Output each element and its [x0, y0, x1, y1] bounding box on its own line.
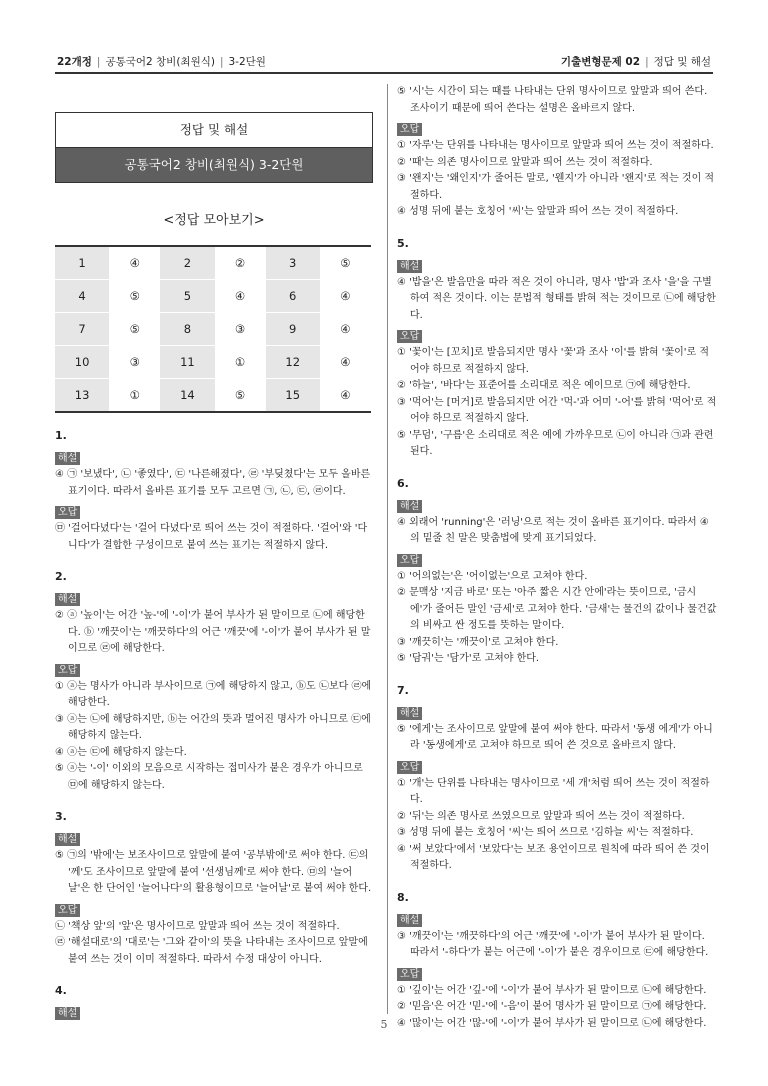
- explanation-line: ④ '써 보았다'에서 '보았다'는 보조 용언이므로 원칙에 따라 띄어 쓴 것이 적절하다.: [397, 843, 710, 871]
- answer-row: [55, 313, 371, 346]
- explanation-line: ① '꽃이'는 [꼬치]로 발음되지만 명사 '꽃'과 조사 '이'를 밝혀 '꽃이'로 적어야 하므로 적절하지 않다.: [397, 347, 710, 375]
- explanation-line: ④ 외래어 'running'은 '러닝'으로 적는 것이 올바른 표기이다. 따라서 ④의 밑줄 친 말은 맞춤법에 맞게 표기되었다.: [397, 516, 709, 544]
- header-textbook: 공통국어2 창비(최원식): [105, 56, 215, 68]
- answer-number: 3: [266, 246, 320, 280]
- title-subject: 공통국어2 창비(최원식) 3-2단원: [56, 148, 372, 182]
- question-number: 6.: [397, 476, 409, 490]
- question-number: 5.: [397, 236, 409, 250]
- question-number: 4.: [55, 984, 67, 997]
- answer-choice: ①: [109, 379, 160, 413]
- question-explanation: [55, 810, 373, 968]
- answer-choice: ①: [215, 346, 266, 379]
- wrong-answer-tag: 오답: [397, 123, 422, 136]
- answer-choice: ④: [215, 280, 266, 313]
- header-unit: 3-2단원: [228, 56, 266, 68]
- explanation-line: ㉤ '걸어다녔다'는 '걸어 다녔다'로 띄어 쓰는 것이 적절하다. '걸어'와 '다니다'가 결합한 구성이므로 붙여 쓰는 표기는 적절하지 않다.: [55, 523, 368, 551]
- answer-number: 15: [266, 379, 320, 413]
- header-right: 기출변형문제 02 | 정답 및 해설: [560, 56, 711, 68]
- explanation-line: ② '뒤'는 의존 명사로 쓰였으므로 앞말과 띄어 쓰는 것이 적절하다.: [397, 810, 685, 822]
- answer-choice: ⑤: [109, 313, 160, 346]
- explanation-line: ③ '깨끗이'는 '깨끗하다'의 어근 '깨끗'에 '-이'가 붙어 부사가 된 말이다. 따라서 '-하다'가 붙는 어근에 '-이'가 붙은 경우이므로 ㉢에 해당한다.: [397, 930, 709, 958]
- question-number: 2.: [55, 570, 67, 583]
- answer-choice: ④: [320, 346, 371, 379]
- explanation-line: ⑤ '무덤', '구름'은 소리대로 적은 예에 가까우므로 ㉡이 아니라 ㉠과 관련된다.: [397, 429, 714, 457]
- question-number: 1.: [55, 429, 67, 442]
- answer-choice: ⑤: [320, 246, 371, 280]
- explanation-line: ② ⓐ '높이'는 어간 '높-'에 '-이'가 붙어 부사가 된 말이므로 ㉡에 해당한다. ⓑ '깨끗이'는 '깨끗하다'의 어근 '깨끗'에 '-이'가 붙어 부사가 된 말이므로 ㉣에 해당한다.: [55, 610, 371, 654]
- explanation-line: ① ⓐ는 명사가 아니라 부사이므로 ㉠에 해당하지 않고, ⓑ도 ㉡보다 ㉣에 해당한다.: [55, 680, 372, 708]
- explanation-line: ⑤ ㉠의 '밖에'는 보조사이므로 앞말에 붙여 '공부밖에'로 써야 한다. ㉢의 '께'도 조사이므로 앞말에 붙여 '선생님께'로 써야 한다. ㉤의 '늘어 날'은 한 단어인 '늘어나다'의 활용형이므로 '늘어날'로 붙여 써야 한다.: [55, 850, 372, 894]
- wrong-answer-tag: 오답: [55, 506, 80, 519]
- answer-number: 2: [160, 246, 214, 280]
- explanation-tag: 해설: [397, 500, 422, 513]
- answer-choice: ④: [109, 246, 160, 280]
- explanation-line: ④ ㉠ '보냈다', ㉡ '좋였다', ㉢ '나른해졌다', ㉣ '부딪쳤다'는 모두 올바른 표기이다. 따라서 올바른 표기를 모두 고르면 ㉠, ㉡, ㉢, ㉣이다.: [55, 469, 371, 497]
- question-explanation: [397, 477, 717, 668]
- explanation-line: ④ 성명 뒤에 붙는 호칭어 '씨'는 앞말과 띄어 쓰는 것이 적절하다.: [397, 206, 679, 217]
- explanation-line: ③ ⓐ는 ㉡에 해당하지만, ⓑ는 어간의 뜻과 멀어진 명사가 아니므로 ㉢에 해당하지 않는다.: [55, 713, 371, 741]
- answer-number: 10: [55, 346, 109, 379]
- question-number: 3.: [55, 810, 67, 823]
- answer-number: 9: [266, 313, 320, 346]
- answer-choice: ④: [320, 379, 371, 413]
- question-explanation: [397, 891, 717, 1033]
- header-grade: 22개정: [57, 56, 92, 68]
- answer-number: 11: [160, 346, 214, 379]
- answer-choice: ③: [215, 313, 266, 346]
- page-number: 5: [380, 1018, 388, 1031]
- header-left: 22개정 | 공통국어2 창비(최원식) | 3-2단원: [57, 56, 266, 68]
- explanation-tag: 해설: [55, 593, 80, 606]
- answer-number: 7: [55, 313, 109, 346]
- title-box: [55, 112, 373, 183]
- explanation-line: ⑤ '에게'는 조사이므로 앞말에 붙여 써야 한다. 따라서 '동생 에게'가 아니라 '동생에게'로 고쳐야 하므로 띄어 쓴 것으로 올바르지 않다.: [397, 723, 713, 751]
- wrong-answer-tag: 오답: [55, 664, 80, 677]
- answer-row: [55, 280, 371, 313]
- column-divider: [387, 84, 388, 1014]
- explanation-line: ② '믿음'은 어간 '믿-'에 '-음'이 붙어 명사가 된 말이므로 ㉠에 해당한다.: [397, 1001, 707, 1012]
- explanation-tag: 해설: [55, 833, 80, 846]
- explanation-line: ② '하늘', '바다'는 표준어를 소리대로 적은 예이므로 ㉠에 해당한다.: [397, 380, 691, 391]
- explanation-line: ① '자루'는 단위를 나타내는 명사이므로 앞말과 띄어 쓰는 것이 적절하다.: [397, 140, 714, 151]
- explanation-line: ④ '밥을'은 발음만을 따라 적은 것이 아니라, 명사 '밥'과 조사 '을'을 구별하여 적은 것이다. 이는 문법적 형태를 밝혀 적는 것이므로 ㉡에 해당한다.: [397, 276, 716, 321]
- wrong-answer-tag: 오답: [397, 554, 422, 567]
- answer-number: 14: [160, 379, 214, 413]
- answer-summary-title: <정답 모아보기>: [163, 213, 265, 228]
- page-header: [55, 50, 713, 74]
- explanation-line: ㉡ '책상 앞'의 '앞'은 명사이므로 앞말과 띄어 쓰는 것이 적절하다.: [55, 920, 340, 932]
- answer-number: 13: [55, 379, 109, 413]
- explanation-line: ⑤ ⓐ는 '-이' 이외의 모음으로 시작하는 접미사가 붙은 경우가 아니므로 ㉤에 해당하지 않는다.: [55, 763, 363, 791]
- question-explanation: [55, 984, 373, 1022]
- left-explanations: [55, 429, 373, 1022]
- answer-row: [55, 379, 371, 413]
- explanation-tag: 해설: [397, 260, 422, 273]
- explanation-line: ③ '왠지'는 '왜인지'가 줄어든 말로, '웬지'가 아니라 '왠지'로 적는 것이 적절하다.: [397, 173, 715, 201]
- explanation-line: ③ '깨끗히'는 '깨끗이'로 고쳐야 한다.: [397, 636, 559, 648]
- explanation-tag: 해설: [397, 914, 422, 927]
- explanation-line: ⑤ '담궈'는 '담가'로 고쳐야 한다.: [397, 653, 540, 664]
- title-main: 정답 및 해설: [56, 113, 372, 148]
- right-explanations: [397, 237, 717, 1033]
- wrong-answer-tag: 오답: [397, 761, 422, 774]
- answer-choice: ⑤: [109, 280, 160, 313]
- answer-table: [55, 245, 371, 413]
- wrong-answer-tag: 오답: [55, 904, 80, 917]
- explanation-line: ④ ⓐ는 ㉢에 해당하지 않는다.: [55, 746, 187, 758]
- answer-number: 5: [160, 280, 214, 313]
- explanation-line: ④ '많이'는 어간 '많-'에 '-이'가 붙어 부사가 된 말이므로 ㉡에 해당한다.: [397, 1017, 707, 1029]
- question-explanation: [55, 570, 373, 794]
- header-section: 정답 및 해설: [653, 56, 711, 68]
- explanation-line: ② '때'는 의존 명사이므로 앞말과 띄어 쓰는 것이 적절하다.: [397, 156, 653, 168]
- explanation-line: ③ '먹어'는 [머거]로 발음되지만 어간 '먹-'과 어미 '-어'를 밝혀 '먹어'로 적어야 하므로 적절하지 않다.: [397, 396, 717, 424]
- answer-number: 12: [266, 346, 320, 379]
- answer-choice: ④: [320, 313, 371, 346]
- answer-choice: ④: [320, 280, 371, 313]
- answer-choice: ②: [215, 246, 266, 280]
- explanation-tag: 해설: [397, 707, 422, 720]
- explanation-line: ㉣ '해설대로'의 '대로'는 '그와 같이'의 뜻을 나타내는 조사이므로 앞말에 붙여 쓰는 것이 이미 적절하다. 따라서 수정 대상이 아니다.: [55, 937, 368, 965]
- answer-number: 6: [266, 280, 320, 313]
- explanation-tag: 해설: [55, 452, 80, 465]
- explanation-line: ① '개'는 단위를 나타내는 명사이므로 '세 개'처럼 띄어 쓰는 것이 적절하다.: [397, 777, 710, 805]
- right-column: [397, 84, 717, 1032]
- answer-choice: ⑤: [215, 379, 266, 413]
- wrong-answer-tag: 오답: [397, 330, 422, 343]
- question-explanation: [397, 237, 717, 461]
- explanation-line: ③ 성명 뒤에 붙는 호칭어 '씨'는 띄어 쓰므로 '김하늘 씨'는 적절하다.: [397, 827, 694, 838]
- question-number: 8.: [397, 890, 409, 904]
- left-column: [55, 84, 373, 1022]
- answer-row: [55, 346, 371, 379]
- explanation-line: ① '깊이'는 어간 '깊-'에 '-이'가 붙어 부사가 된 말이므로 ㉡에 해당한다.: [397, 984, 707, 996]
- answer-number: 8: [160, 313, 214, 346]
- explanation-tag: 해설: [55, 1007, 80, 1020]
- answer-choice: ③: [109, 346, 160, 379]
- answer-row: [55, 246, 371, 280]
- question-explanation: [397, 684, 717, 875]
- answer-number: 4: [55, 280, 109, 313]
- explanation-line: ② 문맥상 '지금 바로' 또는 '아주 짧은 시간 안에'라는 뜻이므로, '금시에'가 줄어든 말인 '금세'로 고쳐야 한다. '금새'는 물건의 값이나 물건값의 비싸고 싼 정도를 뜻하는 말이다.: [397, 587, 717, 631]
- question-explanation: [55, 429, 373, 554]
- question-number: 7.: [397, 683, 409, 697]
- continued-explanation: [397, 84, 717, 221]
- header-exam: 기출변형문제 02: [560, 56, 641, 68]
- explanation-line: ⑤ '시'는 시간이 되는 때를 나타내는 단위 명사이므로 앞말과 띄어 쓴다. 조사이기 때문에 띄어 쓴다는 설명은 올바르지 않다.: [397, 86, 708, 114]
- wrong-answer-tag: 오답: [397, 968, 422, 981]
- explanation-line: ① '어의없는'은 '어이없는'으로 고쳐야 한다.: [397, 570, 588, 582]
- answer-number: 1: [55, 246, 109, 280]
